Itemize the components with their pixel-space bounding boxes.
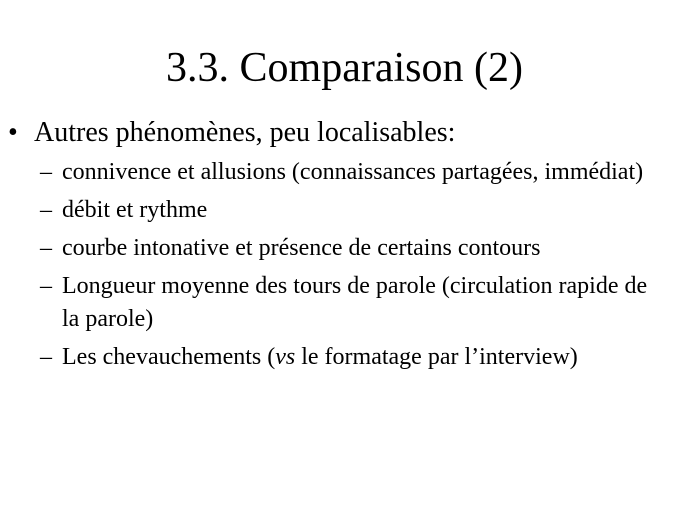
dash-marker: –	[40, 273, 52, 299]
sub-bullet-item	[40, 194, 670, 227]
main-bullet	[8, 116, 455, 150]
dash-marker: –	[40, 235, 52, 261]
slide-title: 3.3. Comparaison (2)	[166, 45, 523, 91]
sub-bullet-text: Longueur moyenne des tours de parole (circulation rapide de la parole)	[62, 273, 648, 332]
dash-marker: –	[40, 197, 52, 223]
sub-bullet-item	[40, 270, 670, 336]
sub-bullet-text	[62, 341, 670, 374]
sub-bullet-item	[40, 341, 670, 374]
sub-bullet-item	[40, 232, 670, 265]
main-bullet-text: Autres phénomènes, peu localisables:	[34, 117, 456, 148]
sub-bullet-text: courbe intonative et présence de certains contours	[62, 235, 541, 261]
dash-marker: –	[40, 344, 52, 370]
italic-vs: vs	[275, 344, 296, 370]
bullet-marker: •	[8, 117, 18, 148]
dash-marker: –	[40, 159, 52, 185]
text-prefix: Les chevauchements (	[62, 344, 276, 370]
sub-bullet-item	[40, 156, 670, 189]
sub-bullet-text: connivence et allusions (connaissances partagées, immédiat)	[62, 159, 644, 185]
sub-bullet-list	[40, 156, 670, 379]
text-suffix: le formatage par l’interview)	[295, 344, 578, 370]
sub-bullet-text: débit et rythme	[62, 197, 208, 223]
